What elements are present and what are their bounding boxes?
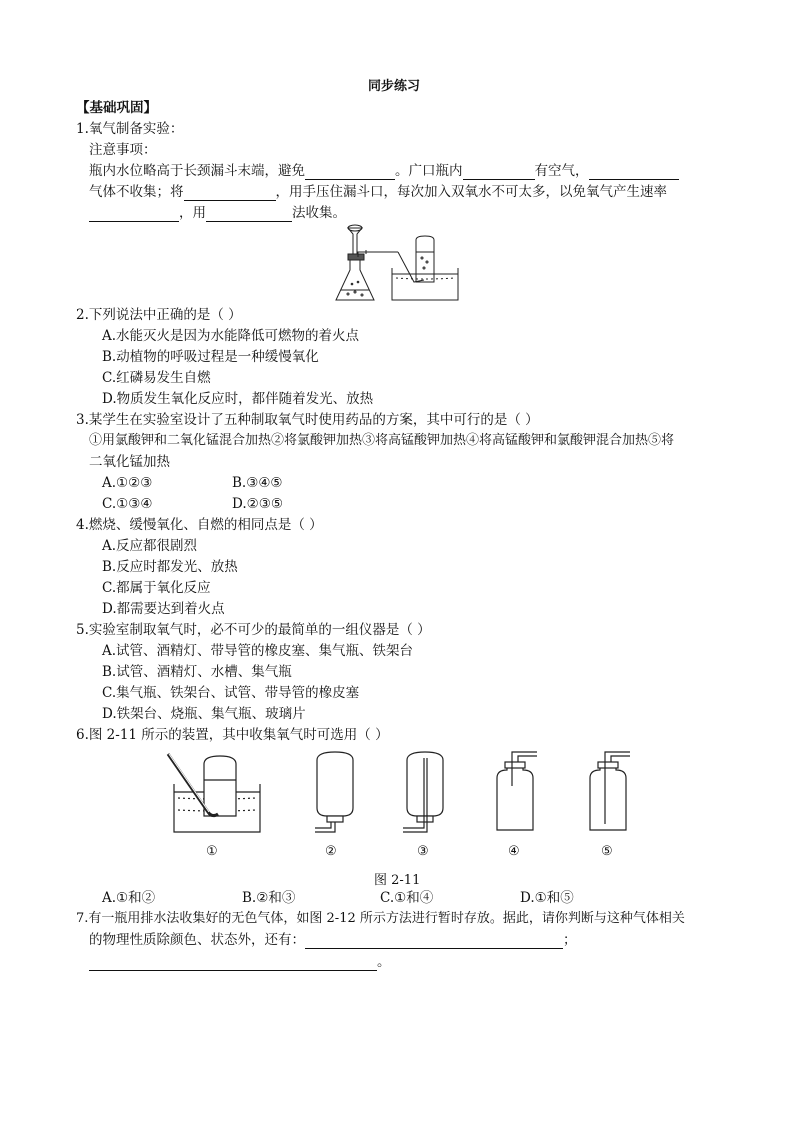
figure-label-5: ⑤ xyxy=(601,844,613,859)
page-title: 同步练习 xyxy=(368,79,421,94)
q1-text-b: 。广口瓶内 xyxy=(395,163,463,179)
q3-option-c[interactable]: C.①③④ xyxy=(102,496,153,512)
q4-option-a[interactable]: A.反应都很剧烈 xyxy=(102,538,198,554)
q1-text-c: 有空气， xyxy=(534,163,589,179)
q1-blank-1[interactable] xyxy=(305,165,395,180)
q7-line3 xyxy=(89,953,391,971)
q4-option-b[interactable]: B.反应时都发光、放热 xyxy=(102,559,238,575)
q1-text-a: 瓶内水位略高于长颈漏斗末端，避免 xyxy=(89,163,305,179)
q3-option-b[interactable]: B.③④⑤ xyxy=(232,475,283,491)
q6-stem: 6.图 2-11 所示的装置，其中收集氧气时可选用（ ） xyxy=(76,727,389,743)
q1-blank-4[interactable] xyxy=(184,186,276,201)
q3-schemes: ①用氯酸钾和二氧化锰混合加热②将氯酸钾加热③将高锰酸钾加热④将高锰酸钾和氯酸钾混合加热⑤将 xyxy=(89,433,675,448)
q5-stem: 5.实验室制取氧气时，必不可少的最简单的一组仪器是（ ） xyxy=(76,622,431,638)
q7-text-c: 。 xyxy=(377,954,391,970)
q2-option-c[interactable]: C.红磷易发生自燃 xyxy=(102,370,211,386)
q1-notice: 注意事项： xyxy=(89,142,157,158)
q1-blank-5[interactable] xyxy=(89,207,179,222)
q1-blank-6[interactable] xyxy=(206,207,292,222)
figure-2-11-apparatus-3 xyxy=(395,750,455,840)
q2-option-a[interactable]: A.水能灭火是因为水能降低可燃物的着火点 xyxy=(102,328,360,344)
q2-option-b[interactable]: B.动植物的呼吸过程是一种缓慢氧化 xyxy=(102,349,319,365)
q5-option-d[interactable]: D.铁架台、烧瓶、集气瓶、玻璃片 xyxy=(102,706,306,722)
q6-option-c[interactable]: C.①和④ xyxy=(380,890,434,906)
figure-label-4: ④ xyxy=(508,844,520,859)
q7-text-a: 的物理性质除颜色、状态外，还有： xyxy=(89,932,305,948)
q7-text-b: ； xyxy=(563,932,577,948)
q2-option-d[interactable]: D.物质发生氧化反应时，都伴随着发光、放热 xyxy=(102,391,374,407)
q4-stem: 4.燃烧、缓慢氧化、自燃的相同点是（ ） xyxy=(76,517,323,533)
q1-text-d: 气体不收集；将 xyxy=(89,184,184,200)
q1-stem: 1.氧气制备实验： xyxy=(76,121,184,137)
figure-2-11-apparatus-4 xyxy=(485,750,545,840)
q6-option-b[interactable]: B.②和③ xyxy=(242,890,296,906)
q3-schemes-cont: 二氧化锰加热 xyxy=(89,454,170,470)
figure-label-1: ① xyxy=(206,844,218,859)
q7-line2 xyxy=(89,931,577,949)
q3-option-a[interactable]: A.①②③ xyxy=(102,475,153,491)
oxygen-apparatus-figure xyxy=(330,220,465,306)
q1-text-f: ，用 xyxy=(179,205,206,221)
figure-2-11-apparatus-2 xyxy=(305,750,365,840)
section-heading: 【基础巩固】 xyxy=(76,100,157,116)
q1-text-e: ，用手压住漏斗口，每次加入双氧水不可太多，以免氧气产生速率 xyxy=(275,184,667,200)
q5-option-a[interactable]: A.试管、酒精灯、带导管的橡皮塞、集气瓶、铁架台 xyxy=(102,643,414,659)
q3-stem: 3.某学生在实验室设计了五种制取氧气时使用药品的方案，其中可行的是（ ） xyxy=(76,412,539,428)
q4-option-d[interactable]: D.都需要达到着火点 xyxy=(102,601,225,617)
figure-2-11-apparatus-5 xyxy=(578,750,638,840)
q5-option-b[interactable]: B.试管、酒精灯、水槽、集气瓶 xyxy=(102,664,292,680)
q7-blank-2[interactable] xyxy=(89,956,377,971)
q6-option-a[interactable]: A.①和② xyxy=(102,890,156,906)
q3-option-d[interactable]: D.②③⑤ xyxy=(232,496,283,512)
q1-blank-2[interactable] xyxy=(463,165,535,180)
q1-blank-3[interactable] xyxy=(589,165,679,180)
q1-line3 xyxy=(89,204,346,222)
q7-blank-1[interactable] xyxy=(305,934,563,949)
figure-2-11-apparatus-1 xyxy=(160,750,270,840)
q1-text-g: 法收集。 xyxy=(292,205,346,221)
q6-option-d[interactable]: D.①和⑤ xyxy=(520,890,574,906)
figure-caption: 图 2-11 xyxy=(374,873,421,888)
figure-label-2: ② xyxy=(325,844,337,859)
figure-label-3: ③ xyxy=(417,844,429,859)
q4-option-c[interactable]: C.都属于氧化反应 xyxy=(102,580,211,596)
q2-stem: 2.下列说法中正确的是（ ） xyxy=(76,307,242,323)
q7-line1: 7.有一瓶用排水法收集好的无色气体，如图 2-12 所示方法进行暂时存放。据此，请你判断与这种气体相关 xyxy=(76,911,685,926)
q1-line1 xyxy=(89,162,679,180)
q1-line2 xyxy=(89,183,667,201)
q5-option-c[interactable]: C.集气瓶、铁架台、试管、带导管的橡皮塞 xyxy=(102,685,360,701)
